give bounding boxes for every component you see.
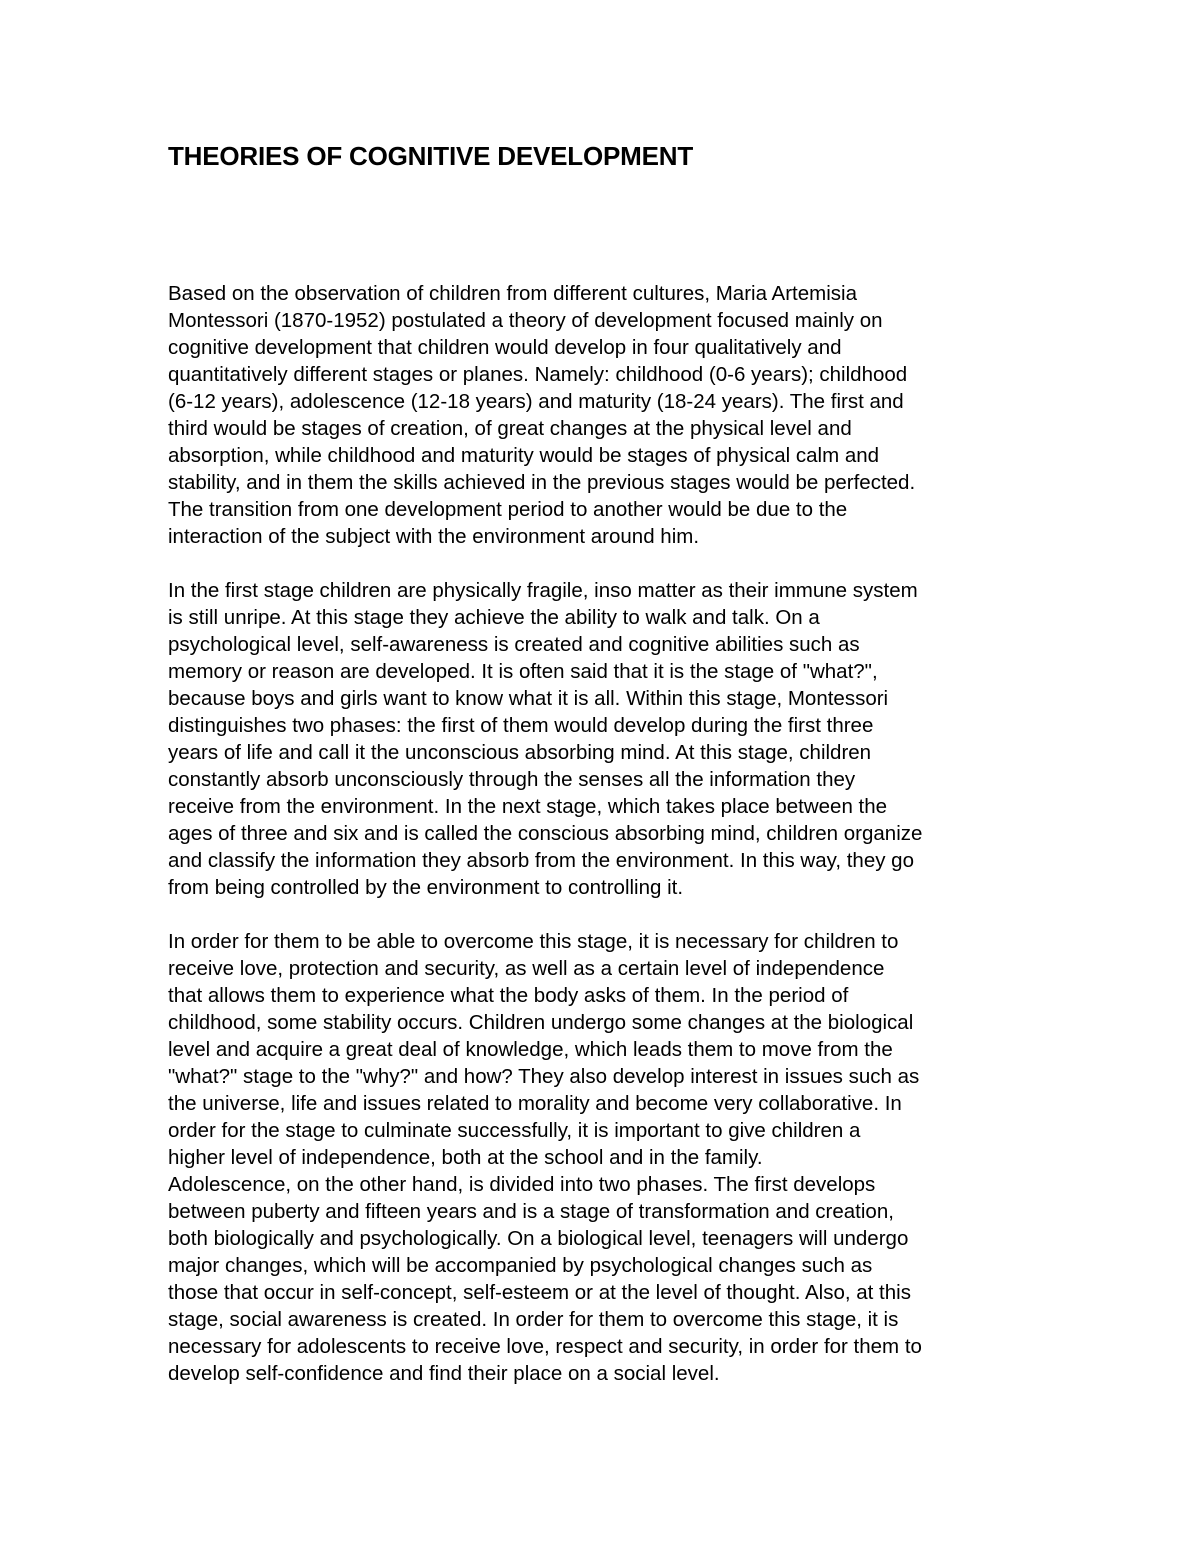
text-line: receive from the environment. In the next stage, which takes place between the: [168, 795, 888, 818]
text-line: In order for them to be able to overcome this stage, it is necessary for children to: [168, 930, 899, 953]
text-line: level and acquire a great deal of knowledge, which leads them to move from the: [168, 1038, 893, 1061]
text-line: from being controlled by the environment to controlling it.: [168, 876, 684, 899]
text-line: receive love, protection and security, as well as a certain level of independence: [168, 957, 885, 980]
text-line: psychological level, self-awareness is created and cognitive abilities such as: [168, 633, 860, 656]
text-line: childhood, some stability occurs. Children undergo some changes at the biological: [168, 1011, 914, 1034]
text-line: stability, and in them the skills achieved in the previous stages would be perfected.: [168, 471, 916, 494]
text-line: necessary for adolescents to receive love, respect and security, in order for them to: [168, 1335, 922, 1358]
text-line: develop self-confidence and find their place on a social level.: [168, 1362, 720, 1385]
text-line: In the first stage children are physically fragile, inso matter as their immune system: [168, 579, 918, 602]
text-line: both biologically and psychologically. On a biological level, teenagers will undergo: [168, 1227, 909, 1250]
text-line: interaction of the subject with the environment around him.: [168, 525, 700, 548]
text-line: absorption, while childhood and maturity would be stages of physical calm and: [168, 444, 880, 467]
text-line: The transition from one development period to another would be due to the: [168, 498, 848, 521]
text-line: Based on the observation of children from different cultures, Maria Artemisia: [168, 282, 857, 305]
text-line: cognitive development that children would develop in four qualitatively and: [168, 336, 842, 359]
text-line: and classify the information they absorb from the environment. In this way, they go: [168, 849, 914, 872]
text-line: memory or reason are developed. It is often said that it is the stage of "what?",: [168, 660, 878, 683]
paragraph-spacer: [168, 901, 1048, 928]
text-line: Adolescence, on the other hand, is divided into two phases. The first develops: [168, 1173, 876, 1196]
text-line: (6-12 years), adolescence (12-18 years) and maturity (18-24 years). The first and: [168, 390, 904, 413]
text-line: Montessori (1870-1952) postulated a theory of development focused mainly on: [168, 309, 883, 332]
text-line: those that occur in self-concept, self-esteem or at the level of thought. Also, at this: [168, 1281, 911, 1304]
text-line: ages of three and six and is called the conscious absorbing mind, children organize: [168, 822, 923, 845]
text-line: "what?" stage to the "why?" and how? They also develop interest in issues such as: [168, 1065, 920, 1088]
text-line: the universe, life and issues related to morality and become very collaborative. In: [168, 1092, 902, 1115]
text-line: constantly absorb unconsciously through the senses all the information they: [168, 768, 856, 791]
text-line: is still unripe. At this stage they achieve the ability to walk and talk. On a: [168, 606, 820, 629]
text-line: higher level of independence, both at the school and in the family.: [168, 1146, 763, 1169]
text-line: order for the stage to culminate successfully, it is important to give children a: [168, 1119, 861, 1142]
text-line: major changes, which will be accompanied by psychological changes such as: [168, 1254, 873, 1277]
text-line: between puberty and fifteen years and is a stage of transformation and creation,: [168, 1200, 894, 1223]
text-line: years of life and call it the unconscious absorbing mind. At this stage, children: [168, 741, 872, 764]
text-line: that allows them to experience what the body asks of them. In the period of: [168, 984, 849, 1007]
text-line: distinguishes two phases: the first of them would develop during the first three: [168, 714, 874, 737]
text-line: quantitatively different stages or planes. Namely: childhood (0-6 years); childhood: [168, 363, 908, 386]
paragraph-overcoming-stages: [168, 928, 1048, 1387]
paragraph-spacer: [168, 550, 1048, 577]
paragraph-montessori-theory: [168, 280, 1048, 550]
document-body: [168, 280, 1048, 1387]
paragraph-first-stage: [168, 577, 1048, 901]
text-line: third would be stages of creation, of great changes at the physical level and: [168, 417, 852, 440]
text-line: stage, social awareness is created. In order for them to overcome this stage, it is: [168, 1308, 899, 1331]
text-line: because boys and girls want to know what it is all. Within this stage, Montessori: [168, 687, 889, 710]
document-title: THEORIES OF COGNITIVE DEVELOPMENT: [168, 141, 694, 171]
